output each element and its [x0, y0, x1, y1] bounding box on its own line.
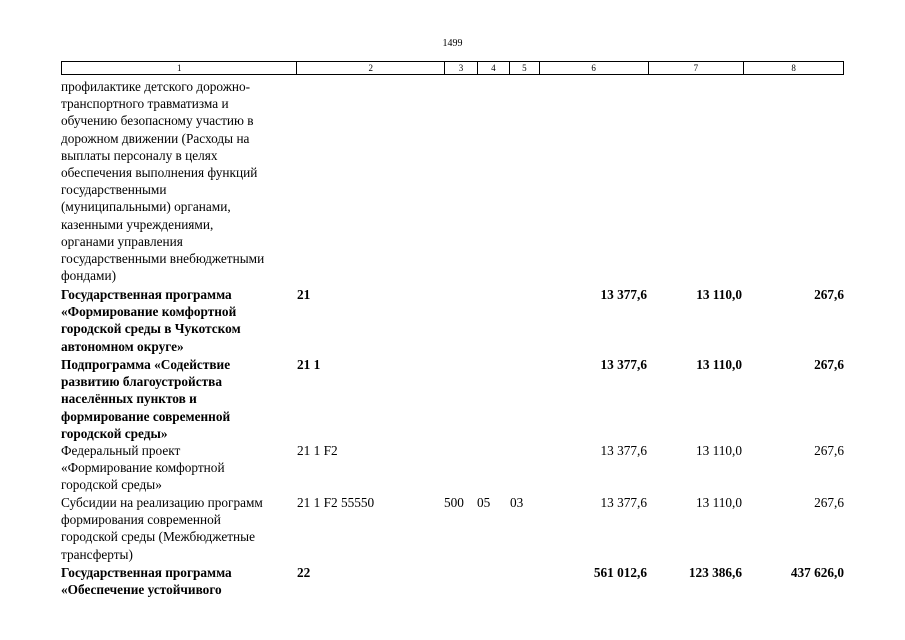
row-name-line: «Формирование комфортной [61, 460, 225, 476]
row-code: 21 1 [297, 357, 321, 372]
header-col-7: 7 [649, 62, 745, 74]
row-value-col8: 267,6 [814, 495, 844, 510]
row-name-line: Субсидии на реализацию программ [61, 495, 263, 510]
row-name-line: населённых пунктов и [61, 391, 197, 407]
row-name-line: фондами) [61, 268, 117, 284]
header-col-2: 2 [297, 62, 445, 74]
row-name-line: выплаты персоналу в целях [61, 147, 218, 163]
row-name-line: «Обеспечение устойчивого [61, 582, 222, 598]
row-name-line: Федеральный проект [61, 443, 181, 458]
row-value-total: 561 012,6 [593, 565, 647, 580]
row-value-col7: 13 110,0 [696, 287, 742, 302]
row-value-total: 13 377,6 [600, 495, 647, 510]
row-name [61, 564, 297, 598]
row-value-col8: 267,6 [814, 357, 844, 372]
row-name-line: городской среды (Межбюджетные [61, 529, 255, 545]
table-header [61, 61, 844, 75]
row-value-total: 13 377,6 [600, 443, 647, 458]
row-name-line: профилактике детского дорожно- [61, 79, 251, 94]
row-name-line: городской среды» [61, 425, 168, 441]
header-col-8: 8 [791, 63, 796, 73]
row-value-col8: 267,6 [814, 443, 844, 458]
row-value-col7: 13 110,0 [696, 357, 742, 372]
row-name-line: Государственная программа [61, 565, 232, 580]
row-name-line: обеспечения выполнения функций [61, 165, 258, 181]
row-section-code: 05 [477, 495, 491, 510]
row-ministry-code: 500 [444, 495, 464, 510]
row-name-line: государственными внебюджетными [61, 251, 265, 267]
row-name-line: Подпрограмма «Содействие [61, 357, 231, 372]
row-code: 21 1 F2 [297, 443, 338, 458]
row-name [61, 78, 297, 284]
row-name-line: автономном округе» [61, 338, 184, 354]
header-col-5: 5 [510, 62, 540, 74]
header-col-4: 4 [478, 62, 510, 74]
row-value-col8: 437 626,0 [790, 565, 844, 580]
row-name-line: «Формирование комфортной [61, 304, 237, 320]
row-name-line: казенными учреждениями, [61, 216, 214, 232]
row-name-line: (муниципальными) органами, [61, 199, 231, 215]
row-value-total: 13 377,6 [600, 287, 647, 302]
row-name-line: формирования современной [61, 512, 221, 528]
page-number: 1499 [442, 38, 463, 49]
row-name-line: трансферты) [61, 546, 133, 562]
row-name-line: развитию благоустройства [61, 374, 222, 390]
row-value-total: 13 377,6 [600, 357, 647, 372]
header-col-3: 3 [445, 62, 478, 74]
row-name [61, 442, 297, 494]
row-value-col7: 123 386,6 [688, 565, 742, 580]
row-value-col7: 13 110,0 [695, 443, 742, 458]
row-code: 21 [297, 287, 311, 302]
row-code: 21 1 F2 55550 [297, 495, 375, 510]
row-name [61, 356, 297, 442]
row-name-line: органами управления [61, 233, 183, 249]
row-value-col8: 267,6 [814, 287, 844, 302]
row-name-line: Государственная программа [61, 287, 232, 302]
header-col-6: 6 [540, 62, 649, 74]
row-name [61, 286, 297, 355]
header-col-1: 1 [62, 62, 297, 74]
row-name-line: формирование современной [61, 408, 231, 424]
row-name-line: государственными [61, 182, 167, 198]
row-value-col7: 13 110,0 [695, 495, 742, 510]
row-name-line: обучению безопасному участию в [61, 113, 254, 129]
row-name-line: транспортного травматизма и [61, 96, 229, 112]
row-name [61, 494, 297, 563]
row-name-line: городской среды» [61, 477, 162, 493]
row-code: 22 [297, 565, 311, 580]
row-name-line: городской среды в Чукотском [61, 321, 241, 337]
row-subsection-code: 03 [510, 495, 524, 510]
row-name-line: дорожном движении (Расходы на [61, 130, 250, 146]
